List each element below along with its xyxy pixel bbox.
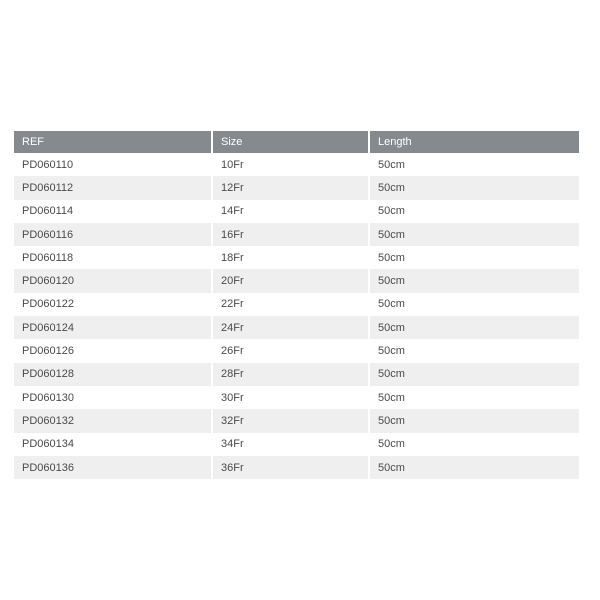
table-row [14,153,579,176]
ref-cell: PD060130 [14,386,212,409]
length-cell: 50cm [369,269,579,292]
ref-cell: PD060112 [14,176,212,199]
table-row [14,316,579,339]
size-cell: 32Fr [212,409,369,432]
size-cell: 10Fr [212,153,369,176]
length-cell: 50cm [378,298,405,311]
length-cell: 50cm [369,176,579,199]
ref-cell: PD060136 [14,456,212,479]
table-row [14,200,579,223]
length-cell: 50cm [378,345,405,358]
product-spec-table [14,131,579,479]
column-header-size: Size [212,131,369,153]
ref-cell: PD060118 [14,246,212,269]
ref-cell: PD060126 [14,339,212,362]
ref-cell: PD060132 [14,409,212,432]
length-cell: 50cm [378,438,405,451]
table-row [14,246,579,269]
table-row [14,409,579,432]
size-cell: 16Fr [212,223,369,246]
table-row [14,293,579,316]
table-row [14,269,579,292]
table-row [14,223,579,246]
length-cell: 50cm [378,158,405,171]
length-cell: 50cm [369,363,579,386]
ref-cell: PD060134 [14,433,212,456]
length-cell: 50cm [378,205,405,218]
ref-cell: PD060114 [14,200,212,223]
column-header-length: Length [369,131,579,153]
size-cell: 26Fr [212,339,369,362]
table-row [14,176,579,199]
length-cell: 50cm [378,391,405,404]
column-header-ref: REF [14,131,212,153]
ref-cell: PD060124 [14,316,212,339]
size-cell: 12Fr [212,176,369,199]
product-spec-table-container [14,131,579,479]
size-cell: 22Fr [212,293,369,316]
length-cell: 50cm [369,316,579,339]
table-row [14,433,579,456]
ref-cell: PD060128 [14,363,212,386]
length-cell: 50cm [378,251,405,264]
ref-cell: PD060116 [14,223,212,246]
ref-cell: PD060120 [14,269,212,292]
ref-cell: PD060110 [14,153,212,176]
table-row [14,456,579,479]
size-cell: 34Fr [212,433,369,456]
length-cell: 50cm [369,456,579,479]
length-cell: 50cm [369,223,579,246]
size-cell: 36Fr [212,456,369,479]
size-cell: 24Fr [212,316,369,339]
size-cell: 20Fr [212,269,369,292]
length-cell: 50cm [369,409,579,432]
table-row [14,363,579,386]
table-row [14,339,579,362]
ref-cell: PD060122 [14,293,212,316]
size-cell: 18Fr [212,246,369,269]
size-cell: 28Fr [212,363,369,386]
table-header-row [14,131,579,153]
table-row [14,386,579,409]
table-body [14,153,579,479]
size-cell: 30Fr [212,386,369,409]
size-cell: 14Fr [212,200,369,223]
